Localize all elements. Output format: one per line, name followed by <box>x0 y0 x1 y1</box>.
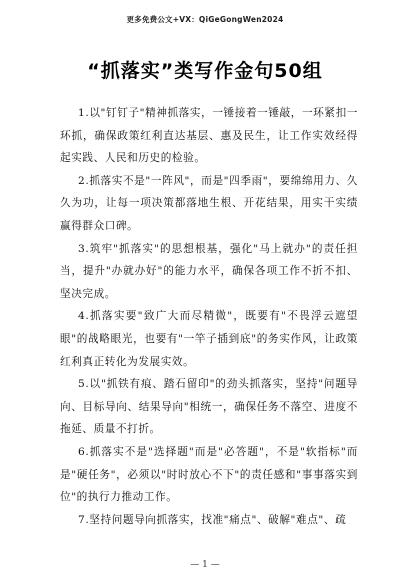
paragraph-6: 6.抓落实不是"选择题"而是"必答题"，不是"软指标"而是"硬任务"，必须以"时时放心不下"的责任感和"事事落实到位"的执行力推动工作。 <box>60 445 358 504</box>
paragraph-4: 4.抓落实要"致广大而尽精微"，既要有"不畏浮云遮望眼"的战略眼光，也要有"一竿子插到底"的务实作风，让政策红利真正转化为发展实效。 <box>60 310 358 368</box>
header-note: 更多免费公文+VX：QiGeGongWen2024 <box>126 15 284 24</box>
paragraph-1: 1.以"钉钉子"精神抓落实，一锤接着一锤敲，一环紧扣一环抓，确保政策红利直达基层、惠及民生，让工作实效经得起实践、人民和历史的检验。 <box>60 107 358 165</box>
paragraph-3: 3.筑牢"抓落实"的思想根基，强化"马上就办"的责任担当，提升"办就办好"的能力水平，确保各项工作不折不扣、坚决完成。 <box>60 242 358 300</box>
paragraph-7: 7.坚持问题导向抓落实，找准"痛点"、破解"难点"、疏 <box>78 513 347 526</box>
document-title: “抓落实”类写作金句50组 <box>87 60 323 82</box>
document-body <box>60 102 358 531</box>
paragraph-2: 2.抓落实不是"一阵风"，而是"四季雨"，要绵绵用力、久久为功，让每一项决策都落地生根、开花结果，用实干实绩赢得群众口碑。 <box>60 174 358 232</box>
paragraph-5: 5.以"抓铁有痕、踏石留印"的劲头抓落实，坚持"问题导向、目标导向、结果导向"相统一，确保任务不落空、进度不拖延、质量不打折。 <box>60 378 358 436</box>
page-number: — 1 — <box>190 560 220 570</box>
